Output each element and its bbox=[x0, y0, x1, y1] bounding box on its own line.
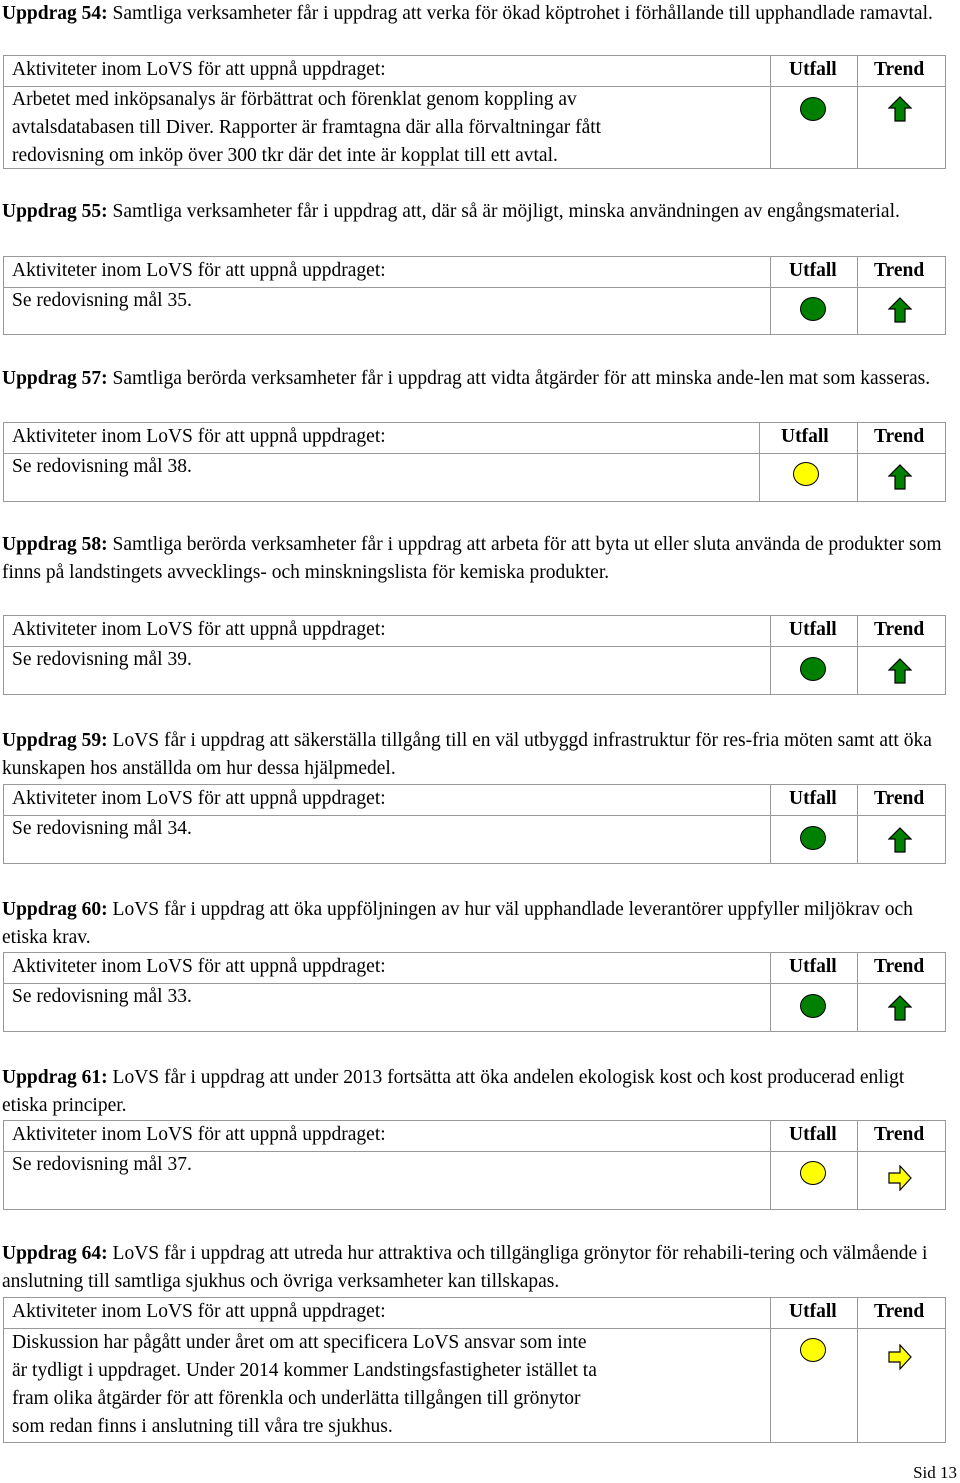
trend-up-arrow-icon bbox=[888, 658, 912, 684]
trend-up-arrow-icon bbox=[888, 96, 912, 122]
activity-text: Se redovisning mål 35. bbox=[12, 290, 192, 311]
activities-header: Aktiviteter inom LoVS för att uppnå uppdraget: bbox=[12, 59, 386, 80]
section-label: Uppdrag 54: bbox=[2, 3, 108, 24]
utfall-green-circle-icon bbox=[800, 826, 826, 850]
activity-table bbox=[3, 784, 946, 864]
activities-header: Aktiviteter inom LoVS för att uppnå uppdraget: bbox=[12, 788, 386, 809]
activity-text: Se redovisning mål 34. bbox=[12, 818, 192, 839]
section-text: Samtliga berörda verksamheter får i uppdrag att arbeta för att byta ut eller sluta använda de produkter som finns på landstingets avvecklings- och minskningslista för kemiska produkter. bbox=[2, 534, 942, 583]
utfall-header: Utfall bbox=[789, 956, 837, 977]
section-title bbox=[2, 1240, 954, 1296]
trend-right-arrow-icon bbox=[888, 1344, 912, 1370]
trend-up-arrow-icon bbox=[888, 464, 912, 490]
section-title bbox=[2, 531, 954, 587]
trend-up-arrow-icon bbox=[888, 827, 912, 853]
trend-header: Trend bbox=[874, 1124, 925, 1145]
activities-header: Aktiviteter inom LoVS för att uppnå uppdraget: bbox=[12, 426, 386, 447]
activities-header: Aktiviteter inom LoVS för att uppnå uppdraget: bbox=[12, 619, 386, 640]
page-number: Sid 13 bbox=[913, 1463, 957, 1482]
section-text: Samtliga berörda verksamheter får i uppdrag att vidta åtgärder för att minska ande-len mat som kasseras. bbox=[112, 368, 931, 389]
utfall-header: Utfall bbox=[789, 1124, 837, 1145]
activity-text: Se redovisning mål 37. bbox=[12, 1154, 192, 1175]
trend-up-arrow-icon bbox=[888, 995, 912, 1021]
section-label: Uppdrag 59: bbox=[2, 730, 108, 751]
activities-header: Aktiviteter inom LoVS för att uppnå uppdraget: bbox=[12, 1124, 386, 1145]
section-title bbox=[2, 365, 954, 393]
activity-text: Se redovisning mål 38. bbox=[12, 456, 192, 477]
section-text: LoVS får i uppdrag att öka uppföljningen av hur väl upphandlade leverantörer uppfyller miljökrav och etiska krav. bbox=[2, 899, 913, 948]
activities-header: Aktiviteter inom LoVS för att uppnå uppdraget: bbox=[12, 1301, 386, 1322]
activity-text: Diskussion har pågått under året om att specificera LoVS ansvar som inte är tydligt i uppdraget. Under 2014 kommer Landstingsfastigheter istället ta fram olika åtgärder för att förenkla och underlätta tillgången till grönytor som redan finns i anslutning till våra tre sjukhus. bbox=[12, 1332, 597, 1437]
activity-table bbox=[3, 1297, 946, 1443]
section-title bbox=[2, 0, 954, 28]
trend-header: Trend bbox=[874, 619, 925, 640]
activity-text: Se redovisning mål 33. bbox=[12, 986, 192, 1007]
utfall-green-circle-icon bbox=[800, 97, 826, 121]
section-text: Samtliga verksamheter får i uppdrag att, där så är möjligt, minska användningen av engångsmaterial. bbox=[112, 201, 900, 222]
trend-up-arrow-icon bbox=[888, 297, 912, 323]
utfall-yellow-circle-icon bbox=[793, 462, 819, 486]
utfall-header: Utfall bbox=[789, 59, 837, 80]
section-label: Uppdrag 58: bbox=[2, 534, 108, 555]
section-title bbox=[2, 198, 954, 226]
activity-table bbox=[3, 952, 946, 1032]
section-label: Uppdrag 64: bbox=[2, 1243, 108, 1264]
utfall-yellow-circle-icon bbox=[800, 1338, 826, 1362]
utfall-green-circle-icon bbox=[800, 657, 826, 681]
section-label: Uppdrag 55: bbox=[2, 201, 108, 222]
trend-header: Trend bbox=[874, 59, 925, 80]
activity-table bbox=[3, 1120, 946, 1210]
section-text: Samtliga verksamheter får i uppdrag att verka för ökad köptrohet i förhållande till upphandlade ramavtal. bbox=[112, 3, 933, 24]
activity-text: Se redovisning mål 39. bbox=[12, 649, 192, 670]
section-label: Uppdrag 60: bbox=[2, 899, 108, 920]
activity-text: Arbetet med inköpsanalys är förbättrat och förenklat genom koppling av avtalsdatabasen till Diver. Rapporter är framtagna där alla förvaltningar fått redovisning om inköp över 300 tkr där det inte är kopplat till ett avtal. bbox=[12, 89, 602, 166]
utfall-header: Utfall bbox=[789, 1301, 837, 1322]
utfall-header: Utfall bbox=[781, 426, 829, 447]
trend-header: Trend bbox=[874, 1301, 925, 1322]
section-label: Uppdrag 57: bbox=[2, 368, 108, 389]
trend-header: Trend bbox=[874, 956, 925, 977]
activities-header: Aktiviteter inom LoVS för att uppnå uppdraget: bbox=[12, 260, 386, 281]
activities-header: Aktiviteter inom LoVS för att uppnå uppdraget: bbox=[12, 956, 386, 977]
utfall-header: Utfall bbox=[789, 788, 837, 809]
activity-table bbox=[3, 256, 946, 335]
section-text: LoVS får i uppdrag att utreda hur attraktiva och tillgängliga grönytor för rehabili-tering och välmående i anslutning till samtliga sjukhus och övriga verksamheter kan tillskapas. bbox=[2, 1243, 928, 1292]
section-label: Uppdrag 61: bbox=[2, 1067, 108, 1088]
activity-table bbox=[3, 615, 946, 695]
activity-table bbox=[3, 55, 946, 169]
utfall-yellow-circle-icon bbox=[800, 1161, 826, 1185]
trend-header: Trend bbox=[874, 426, 925, 447]
utfall-green-circle-icon bbox=[800, 994, 826, 1018]
trend-right-arrow-icon bbox=[888, 1165, 912, 1191]
utfall-green-circle-icon bbox=[800, 297, 826, 321]
section-title bbox=[2, 1064, 954, 1120]
utfall-header: Utfall bbox=[789, 260, 837, 281]
section-text: LoVS får i uppdrag att säkerställa tillgång till en väl utbyggd infrastruktur för res-fria möten samt att öka kunskapen hos anställda om hur dessa hjälpmedel. bbox=[2, 730, 932, 779]
section-title bbox=[2, 896, 954, 952]
utfall-header: Utfall bbox=[789, 619, 837, 640]
trend-header: Trend bbox=[874, 260, 925, 281]
section-title bbox=[2, 727, 954, 783]
trend-header: Trend bbox=[874, 788, 925, 809]
activity-table bbox=[3, 422, 946, 502]
section-text: LoVS får i uppdrag att under 2013 fortsätta att öka andelen ekologisk kost och kost producerad enligt etiska principer. bbox=[2, 1067, 905, 1116]
